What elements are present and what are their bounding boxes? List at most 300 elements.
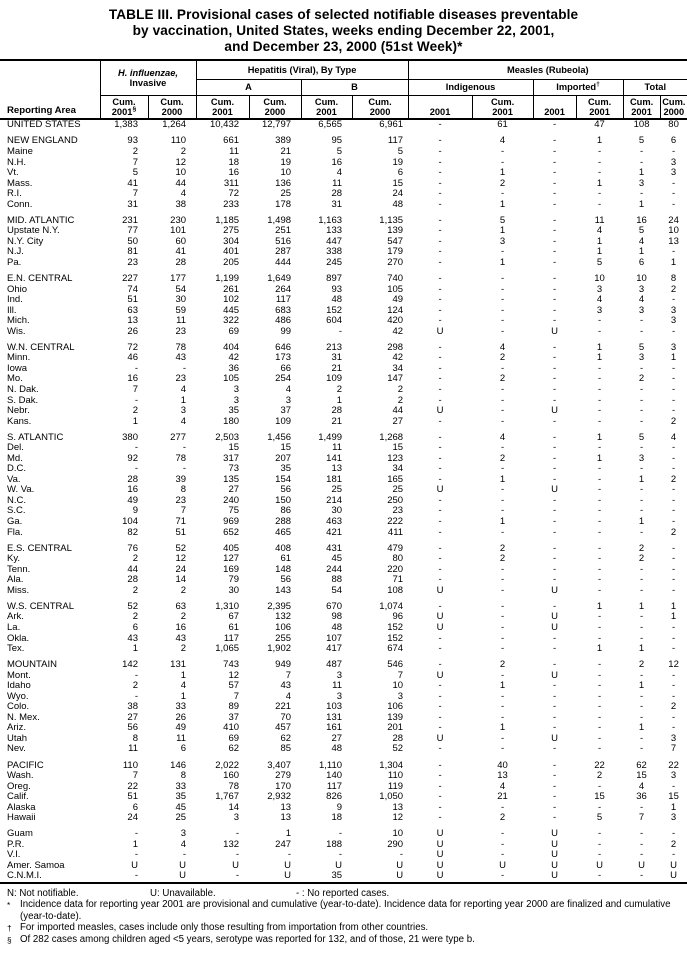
value-cell: 10,432 — [209, 119, 240, 131]
value-cell: - — [500, 690, 505, 702]
value-cell: - — [438, 362, 442, 374]
value-cell: - — [671, 383, 676, 395]
value-cell: 3 — [670, 732, 677, 744]
value-cell: 12,797 — [261, 119, 292, 131]
value-cell: - — [552, 690, 557, 702]
value-cell: - — [500, 849, 505, 861]
value-cell: 444 — [275, 256, 292, 268]
reporting-area-cell: C.N.M.I. — [0, 871, 100, 883]
value-cell: 131 — [170, 659, 187, 671]
value-cell: - — [597, 669, 602, 681]
value-cell: - — [597, 732, 602, 744]
value-cell: U — [551, 584, 558, 596]
reporting-area-cell: Idaho — [7, 680, 31, 692]
value-cell: U — [551, 405, 558, 417]
table-row — [0, 374, 687, 385]
reporting-area-cell: Nebr. — [7, 405, 30, 417]
value-cell: 1 — [596, 600, 603, 612]
table-row — [0, 813, 687, 824]
value-cell: 7 — [233, 690, 240, 702]
value-cell: 270 — [387, 256, 404, 268]
value-cell: U — [179, 859, 187, 871]
value-cell: 82 — [127, 526, 138, 538]
value-cell: - — [597, 680, 602, 692]
value-cell: - — [597, 516, 602, 528]
value-cell: 2 — [499, 553, 506, 565]
table-row — [0, 475, 687, 486]
value-cell: - — [552, 542, 557, 554]
value-cell: 7 — [132, 383, 138, 395]
value-cell: - — [576, 871, 623, 883]
reporting-area-cell: Kans. — [7, 415, 32, 427]
value-cell: - — [639, 325, 644, 337]
value-cell: 44 — [392, 405, 404, 417]
value-cell: - — [438, 690, 442, 702]
indigenous-header: Indigenous — [408, 79, 533, 95]
reporting-area-cell: NEW ENGLAND — [7, 135, 78, 147]
value-cell: 48 — [392, 198, 404, 210]
value-cell: - — [552, 352, 557, 364]
value-cell: - — [552, 553, 557, 565]
value-cell: 1 — [670, 352, 677, 364]
value-cell: 23 — [392, 505, 404, 517]
value-cell: - — [500, 494, 505, 506]
value-cell: 6 — [397, 167, 404, 179]
value-cell: 201 — [387, 722, 404, 734]
value-cell: - — [438, 463, 442, 475]
value-cell: - — [671, 563, 676, 575]
value-cell: - — [671, 463, 676, 475]
value-cell: - — [639, 315, 644, 327]
value-cell: 3 — [670, 770, 677, 782]
table-row — [0, 168, 687, 179]
value-cell: 39 — [175, 473, 187, 485]
imported-header — [533, 79, 623, 95]
table-row — [0, 761, 687, 772]
reporting-area-cell: Miss. — [7, 584, 30, 596]
value-cell: 50 — [127, 235, 138, 247]
value-cell: 110 — [170, 135, 187, 147]
value-cell: 4 — [180, 383, 187, 395]
value-cell: 1 — [638, 516, 645, 528]
value-cell: 25 — [280, 188, 292, 200]
footnote-text: Incidence data for reporting year 2001 are provisional and cumulative (year-to-date). Incidence data for reporting year 2000 are finalized and cumulative (year-to-date). — [20, 899, 671, 922]
value-cell: - — [597, 722, 602, 734]
value-cell: 42 — [228, 352, 240, 364]
table-row — [0, 443, 687, 454]
value-cell: 179 — [387, 246, 404, 258]
reporting-area-cell: Mo. — [7, 373, 23, 385]
value-cell: - — [597, 563, 602, 575]
value-cell: 2 — [132, 611, 138, 623]
value-cell: 1 — [596, 643, 603, 655]
value-cell: - — [182, 362, 187, 374]
value-cell: - — [639, 145, 644, 157]
value-cell: 43 — [175, 352, 187, 364]
value-cell: 63 — [127, 304, 138, 316]
value-cell: - — [597, 632, 602, 644]
value-cell: 117 — [223, 632, 240, 644]
value-cell: 2 — [499, 452, 506, 464]
table-row — [0, 850, 687, 861]
table-row — [0, 517, 687, 528]
value-cell: 4 — [638, 780, 645, 792]
value-cell: - — [500, 283, 505, 295]
value-cell: - — [438, 526, 442, 538]
value-cell: 23 — [175, 325, 187, 337]
value-cell: 287 — [275, 246, 292, 258]
value-cell: - — [597, 325, 602, 337]
value-cell: 9 — [336, 801, 343, 813]
value-cell: - — [438, 145, 442, 157]
value-cell: - — [597, 484, 602, 496]
value-cell: 11 — [128, 743, 138, 755]
value-cell: - — [500, 701, 505, 713]
footnote — [7, 922, 681, 934]
value-cell: - — [671, 188, 676, 200]
value-cell: 11 — [332, 442, 343, 454]
value-cell: - — [500, 362, 505, 374]
value-cell: 76 — [127, 542, 138, 554]
value-cell: 2 — [499, 542, 506, 554]
value-cell: 1 — [638, 473, 645, 485]
value-cell: 2 — [180, 611, 187, 623]
value-cell: 230 — [170, 214, 187, 226]
value-cell: - — [500, 743, 505, 755]
value-cell: 173 — [275, 352, 292, 364]
value-cell: 5 — [596, 812, 603, 824]
value-cell: 220 — [387, 563, 404, 575]
value-cell: - — [671, 405, 676, 417]
table-row — [0, 782, 687, 793]
value-cell: - — [639, 838, 644, 850]
reporting-area-cell: Calif. — [7, 791, 29, 803]
value-cell: - — [438, 505, 442, 517]
reporting-area-cell: R.I. — [7, 188, 22, 200]
value-cell: U — [551, 484, 558, 496]
value-cell: 2 — [499, 659, 506, 671]
value-cell: 99 — [280, 325, 292, 337]
value-cell: 4 — [285, 690, 292, 702]
value-cell: 14 — [228, 801, 240, 813]
value-cell: - — [438, 256, 442, 268]
value-cell: 152 — [387, 621, 404, 633]
value-cell: 35 — [228, 405, 240, 417]
footnotes — [0, 888, 687, 946]
value-cell: 48 — [331, 743, 343, 755]
value-cell: 6 — [132, 801, 138, 813]
value-cell: 247 — [275, 838, 292, 850]
value-cell: - — [671, 849, 676, 861]
value-cell: 62 — [228, 743, 240, 755]
value-cell: - — [552, 373, 557, 385]
reporting-area-cell: Alaska — [7, 801, 36, 813]
value-cell: 4 — [499, 341, 506, 353]
value-cell: - — [552, 463, 557, 475]
value-cell: 177 — [170, 273, 187, 284]
value-cell: 250 — [387, 494, 404, 506]
value-cell: 48 — [331, 294, 343, 306]
value-cell: - — [671, 442, 676, 454]
value-cell: - — [597, 690, 602, 702]
value-cell: 4 — [670, 431, 677, 443]
value-cell: 10 — [392, 828, 404, 840]
value-cell: 31 — [331, 198, 343, 210]
hepatitis-a-header: A — [196, 79, 301, 95]
value-cell: - — [552, 431, 557, 443]
value-cell: 11 — [229, 145, 240, 157]
value-cell: 69 — [228, 732, 240, 744]
value-cell: - — [639, 743, 644, 755]
value-cell: - — [671, 484, 676, 496]
value-cell: - — [438, 156, 442, 168]
value-cell: 23 — [175, 373, 187, 385]
reporting-area-cell: N. Dak. — [7, 383, 39, 395]
value-cell: - — [671, 574, 676, 586]
value-cell: - — [597, 849, 602, 861]
value-cell: - — [438, 188, 442, 200]
value-cell: 5 — [499, 214, 506, 226]
table-row — [0, 158, 687, 169]
table-row — [0, 179, 687, 190]
value-cell: 34 — [392, 362, 404, 374]
table-row — [0, 485, 687, 496]
value-cell: 3 — [638, 304, 645, 316]
value-cell: 72 — [228, 188, 240, 200]
value-cell: 88 — [331, 574, 343, 586]
value-cell: 28 — [175, 256, 187, 268]
value-cell: 63 — [175, 600, 187, 612]
value-cell: 4 — [638, 294, 645, 306]
value-cell: U — [436, 669, 444, 681]
value-cell: 8 — [670, 273, 677, 284]
value-cell: - — [552, 198, 557, 210]
value-cell: 21 — [331, 362, 343, 374]
value-cell: U — [551, 325, 558, 337]
value-cell: 139 — [387, 225, 404, 237]
reporting-area-cell: Wis. — [7, 325, 26, 337]
value-cell: U — [131, 859, 138, 871]
value-cell: 26 — [127, 325, 138, 337]
reporting-area-cell: Okla. — [7, 632, 30, 644]
value-cell: 89 — [228, 701, 240, 713]
value-cell: 7 — [285, 669, 292, 681]
table-row — [0, 285, 687, 296]
value-cell: - — [134, 669, 138, 681]
value-cell: 9 — [132, 505, 138, 517]
value-cell: 139 — [387, 711, 404, 723]
value-cell: - — [597, 156, 602, 168]
table-row — [0, 306, 687, 317]
value-cell: 45 — [175, 801, 187, 813]
value-cell: 298 — [387, 341, 404, 353]
value-cell: - — [639, 701, 644, 713]
value-cell: 3 — [670, 315, 677, 327]
value-cell: - — [552, 119, 557, 131]
value-cell: 61 — [497, 119, 508, 131]
column-year-header: Cum. 2001 — [623, 95, 660, 119]
value-cell: 244 — [326, 563, 343, 575]
value-cell: 110 — [387, 770, 404, 782]
value-cell: 93 — [331, 283, 343, 295]
value-cell: 74 — [127, 283, 138, 295]
value-cell: 264 — [275, 283, 292, 295]
value-cell: - — [438, 812, 442, 824]
value-cell: 2 — [499, 177, 506, 189]
reporting-area-cell: Maine — [7, 145, 33, 157]
column-year-header: Cum. 2000 — [352, 95, 408, 119]
value-cell: 1,767 — [215, 791, 240, 803]
value-cell: U — [408, 871, 472, 883]
value-cell: - — [671, 145, 676, 157]
reporting-area-cell: Oreg. — [7, 780, 31, 792]
reporting-area-cell: N.Y. City — [7, 235, 44, 247]
value-cell: 127 — [223, 553, 240, 565]
value-cell: - — [671, 669, 676, 681]
value-cell: 16 — [636, 214, 647, 226]
value-cell: 10 — [392, 680, 404, 692]
value-cell: - — [671, 690, 676, 702]
value-cell: U — [660, 871, 687, 883]
column-year-header: Cum. 2000 — [249, 95, 301, 119]
value-cell: 107 — [326, 632, 343, 644]
value-cell: U — [551, 828, 558, 840]
value-cell: 3 — [638, 452, 645, 464]
value-cell: 1,499 — [318, 431, 343, 443]
value-cell: - — [671, 494, 676, 506]
reporting-area-cell: Tex. — [7, 643, 25, 655]
reporting-area-cell: Ohio — [7, 283, 28, 295]
value-cell: 105 — [223, 373, 240, 385]
value-cell: 143 — [275, 584, 292, 596]
value-cell: 24 — [668, 214, 679, 226]
value-cell: 5 — [638, 431, 645, 443]
imported-footnote-marker: † — [596, 81, 600, 89]
value-cell: 54 — [331, 584, 343, 596]
value-cell: - — [500, 611, 505, 623]
value-cell: - — [552, 743, 557, 755]
value-cell: 73 — [228, 463, 240, 475]
value-cell: 52 — [392, 743, 404, 755]
value-cell: 36 — [636, 791, 647, 803]
value-cell: - — [438, 214, 442, 226]
value-cell: 57 — [228, 680, 240, 692]
value-cell: 3 — [397, 690, 404, 702]
value-cell: 1 — [670, 256, 677, 268]
value-cell: - — [639, 442, 644, 454]
value-cell: 31 — [127, 198, 138, 210]
value-cell: - — [500, 315, 505, 327]
value-cell: - — [438, 135, 442, 147]
value-cell: - — [438, 294, 442, 306]
value-cell: - — [639, 574, 644, 586]
value-cell: 4 — [180, 188, 187, 200]
value-cell: - — [438, 283, 442, 295]
value-cell: - — [639, 828, 644, 840]
reporting-area-cell: S.C. — [7, 505, 26, 517]
reporting-area-cell: N. Mex. — [7, 711, 40, 723]
reporting-area-cell: W. Va. — [7, 484, 35, 496]
value-cell: - — [552, 156, 557, 168]
value-cell: - — [438, 341, 442, 353]
value-cell: 78 — [175, 452, 187, 464]
value-cell: 41 — [175, 246, 187, 258]
value-cell: - — [500, 632, 505, 644]
value-cell: - — [671, 362, 676, 374]
value-cell: U — [249, 871, 301, 883]
reporting-area-cell: Del. — [7, 442, 24, 454]
value-cell: - — [597, 167, 602, 179]
value-cell: - — [500, 574, 505, 586]
value-cell: 49 — [175, 722, 187, 734]
value-cell: 3 — [233, 812, 240, 824]
value-cell: 2 — [132, 405, 138, 417]
value-cell: 56 — [280, 484, 292, 496]
value-cell: 338 — [326, 246, 343, 258]
value-cell: 1 — [638, 246, 645, 258]
value-cell: U — [436, 611, 444, 623]
value-cell: 11 — [594, 214, 605, 226]
hepatitis-group-header: Hepatitis (Viral), By Type — [196, 60, 408, 79]
value-cell: - — [438, 394, 442, 406]
value-cell: 6,565 — [318, 119, 343, 131]
reporting-area-cell: V.I. — [7, 849, 21, 861]
value-cell: 1 — [638, 722, 645, 734]
value-cell: 7 — [132, 156, 138, 168]
value-cell: 117 — [387, 135, 404, 147]
value-cell: 2,932 — [267, 791, 292, 803]
value-cell: 11 — [176, 732, 187, 744]
value-cell: 255 — [275, 632, 292, 644]
value-cell: - — [639, 415, 644, 427]
value-cell: 5 — [397, 145, 404, 157]
footnote-legend — [7, 888, 681, 899]
value-cell: 4 — [499, 135, 506, 147]
value-cell: 41 — [127, 177, 138, 189]
column-year-header: Cum. 2000 — [660, 95, 687, 119]
value-cell: - — [671, 394, 676, 406]
value-cell: - — [552, 563, 557, 575]
value-cell: - — [671, 553, 676, 565]
value-cell: 37 — [280, 405, 292, 417]
value-cell: 3 — [336, 669, 343, 681]
value-cell: 3,407 — [267, 759, 292, 771]
value-cell: 75 — [228, 505, 240, 517]
footnote — [7, 899, 681, 922]
value-cell: 56 — [280, 574, 292, 586]
value-cell: - — [552, 452, 557, 464]
value-cell: 60 — [175, 235, 187, 247]
value-cell: U — [596, 859, 603, 871]
table-row — [0, 586, 687, 597]
value-cell: - — [500, 325, 505, 337]
value-cell: 2 — [670, 526, 677, 538]
value-cell: 96 — [392, 611, 404, 623]
value-cell: - — [552, 235, 557, 247]
value-cell: - — [597, 574, 602, 586]
value-cell: - — [438, 722, 442, 734]
value-cell: - — [671, 198, 676, 210]
value-cell: 317 — [223, 452, 240, 464]
reporting-area-cell: Mass. — [7, 177, 33, 189]
value-cell: - — [552, 643, 557, 655]
table-row — [0, 258, 687, 269]
reporting-area-cell: PACIFIC — [7, 759, 44, 771]
value-cell: U — [335, 859, 343, 871]
value-cell: - — [671, 542, 676, 554]
table-row — [0, 612, 687, 623]
value-cell: U — [352, 871, 408, 883]
